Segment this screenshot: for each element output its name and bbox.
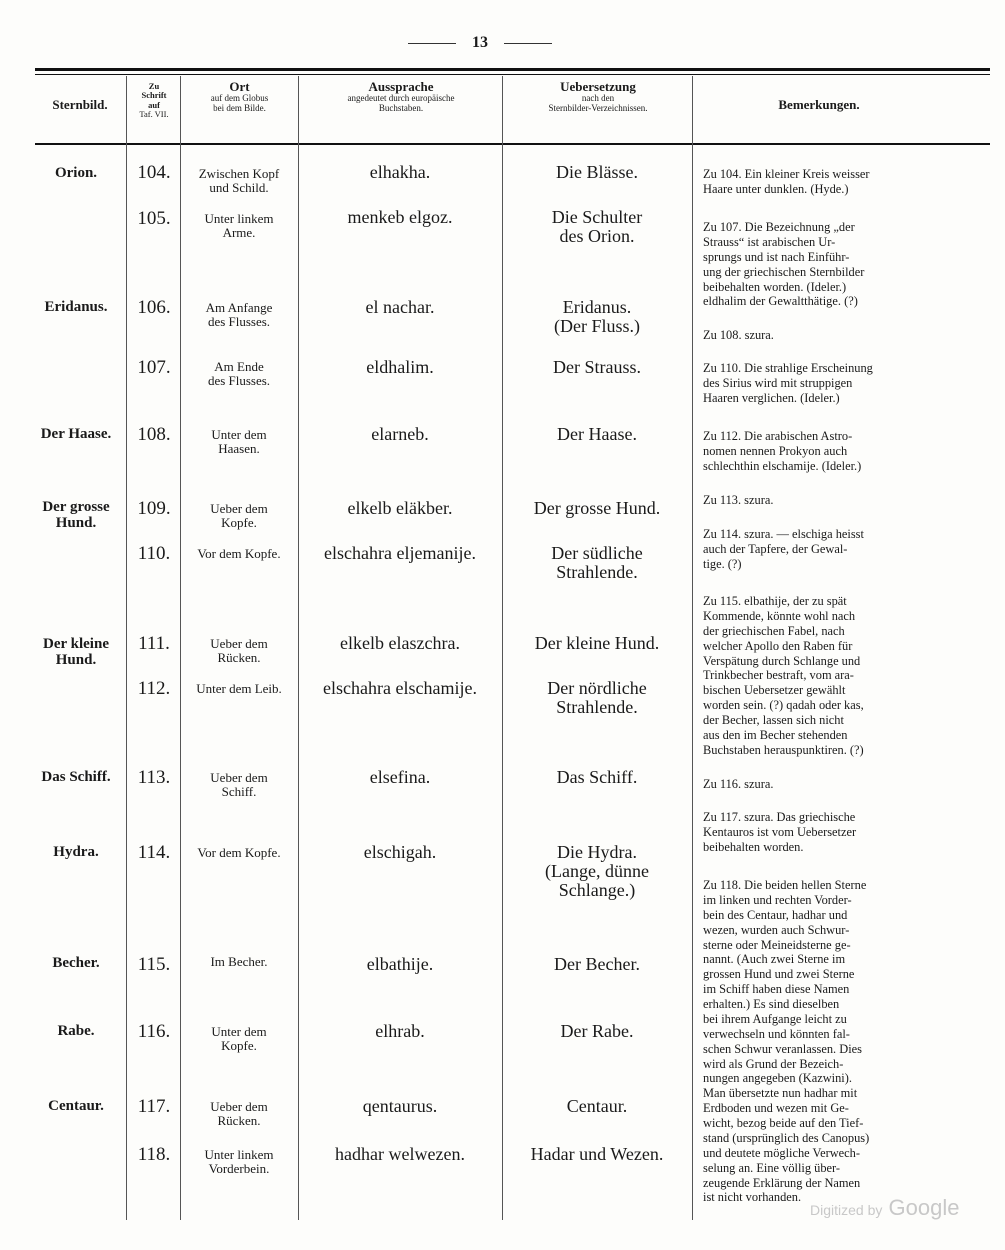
constellation-name-line: Der kleine: [43, 636, 109, 652]
header-uebersetzung: [504, 80, 692, 114]
ort-line: Vor dem Kopfe.: [197, 845, 281, 860]
remark-115: [703, 594, 945, 758]
remark-line: Zu 118. Die beiden hellen Sterne: [703, 878, 867, 892]
uebersetzung-line: Der südliche: [551, 543, 643, 563]
uebersetzung-line: Die Blässe.: [556, 162, 638, 182]
ort-line: Unter dem: [211, 1024, 267, 1039]
remark-line: Trinkbecher bestraft, vom ara-: [703, 668, 854, 683]
remark-line: Erdboden und wezen mit Ge-: [703, 1101, 849, 1116]
entry-aussprache: [300, 208, 500, 227]
column-divider: [502, 76, 503, 1220]
constellation-name-line: Das Schiff.: [41, 769, 111, 785]
remark-line: tige. (?): [703, 556, 742, 571]
watermark-prefix: Digitized by: [810, 1202, 883, 1218]
entry-ort: [182, 1100, 296, 1127]
remark-line: verwechseln und könnten fal-: [703, 1026, 850, 1041]
entry-number: 114.: [137, 842, 171, 863]
uebersetzung-line: Strahlende.: [556, 561, 638, 582]
entry-ort: [182, 167, 296, 194]
uebersetzung-line: Schlange.): [558, 879, 636, 900]
entry-ort: [182, 301, 296, 328]
aussprache-line: elhakha.: [369, 162, 431, 182]
remark-line: welcher Apollo den Raben für: [703, 638, 853, 653]
entry-aussprache: [300, 298, 500, 317]
remark-line: Kommende, könnte wohl nach: [703, 608, 856, 623]
entry-number: 104.: [137, 162, 171, 183]
entry-ort: [182, 955, 296, 969]
aussprache-line: qentaurus.: [362, 1096, 438, 1116]
header-ort-sub: auf dem Globus: [210, 93, 269, 104]
header-zu-schrift: [128, 82, 180, 119]
aussprache-line: elhrab.: [375, 1021, 425, 1041]
column-divider: [692, 76, 693, 1220]
ort-line: Ueber dem: [210, 636, 268, 651]
constellation-name-line: Centaur.: [48, 1098, 104, 1114]
remark-line: beibehalten worden.: [703, 839, 804, 854]
constellation-name: [30, 1024, 122, 1040]
aussprache-line: elbathije.: [366, 954, 434, 974]
entry-ort: [182, 428, 296, 455]
uebersetzung-line: Die Hydra.: [557, 842, 637, 862]
uebersetzung-line: Hadar und Wezen.: [530, 1144, 664, 1164]
entry-uebersetzung: [505, 955, 689, 974]
constellation-name-line: Hund.: [55, 514, 97, 531]
remark-line: Zu 113. szura.: [703, 493, 774, 507]
constellation-name-line: Der Haase.: [40, 426, 112, 442]
ort-line: des Flusses.: [207, 372, 271, 388]
header-sternbild: [35, 98, 125, 112]
entry-number: 112.: [137, 678, 171, 699]
entry-aussprache: [300, 544, 500, 563]
entry-aussprache: [300, 843, 500, 862]
ort-line: und Schild.: [209, 179, 269, 195]
remark-line: Verspätung durch Schlange und: [703, 653, 861, 668]
uebersetzung-line: Eridanus.: [562, 297, 632, 317]
constellation-name: [30, 845, 122, 861]
remark-line: Zu 107. Die Bezeichnung „der: [703, 220, 855, 234]
entry-ort: [182, 212, 296, 239]
watermark-brand: Google: [888, 1195, 960, 1220]
remark-line: ung der griechischen Sternbilder: [703, 264, 865, 279]
uebersetzung-line: Der Rabe.: [560, 1021, 634, 1041]
header-zu-line: auf: [148, 99, 160, 110]
constellation-name-line: Becher.: [52, 955, 100, 971]
constellation-name-line: Hund.: [55, 651, 97, 668]
remark-line: wezen, wurden auch Schwur-: [703, 922, 850, 937]
remark-line: stand (ursprünglich des Canopus): [703, 1130, 870, 1145]
constellation-name-line: Eridanus.: [44, 299, 108, 315]
ort-line: Am Ende: [214, 359, 264, 374]
header-zu-line: Schrift: [141, 90, 167, 101]
remark-112: [703, 429, 945, 474]
constellation-name: [30, 427, 122, 443]
ort-line: Unter linkem: [204, 1147, 274, 1162]
entry-uebersetzung: [505, 425, 689, 444]
entry-number: 111.: [138, 633, 170, 654]
entry-uebersetzung: [505, 843, 689, 900]
constellation-name-line: Hydra.: [53, 844, 99, 860]
remark-line: wird als Grund der Bezeich-: [703, 1056, 844, 1071]
google-watermark: [810, 1195, 959, 1221]
remark-line: zeugende Erklärung der Namen: [703, 1175, 861, 1190]
entry-aussprache: [300, 499, 500, 518]
ort-line: Unter dem Leib.: [196, 681, 282, 696]
header-aussprache-sub: Buchstaben.: [378, 103, 424, 114]
ort-line: Ueber dem: [210, 1099, 268, 1114]
entry-number: 116.: [137, 1021, 171, 1042]
remark-line: der Becher, lassen sich nicht: [703, 713, 844, 727]
header-ort: [182, 80, 297, 114]
aussprache-line: menkeb elgoz.: [347, 207, 453, 227]
header-aussprache: [300, 80, 502, 114]
remark-line: Man übersetzte nun hadhar mit: [703, 1086, 858, 1101]
remark-line: Zu 114. szura. — elschiga heisst: [703, 527, 864, 541]
ort-line: Arme.: [222, 224, 256, 240]
uebersetzung-line: Der grosse Hund.: [533, 498, 661, 518]
uebersetzung-line: Die Schulter: [551, 207, 643, 227]
uebersetzung-line: Das Schiff.: [556, 767, 638, 787]
header-zu-line: Taf. VII.: [139, 109, 169, 120]
entry-uebersetzung: [505, 298, 689, 336]
entry-aussprache: [300, 679, 500, 698]
remark-line: aus den im Becher stehenden: [703, 727, 848, 742]
header-bemerkungen-text: Bemerkungen.: [778, 97, 860, 112]
remark-line: Zu 112. Die arabischen Astro-: [703, 429, 853, 443]
ort-line: Kopfe.: [221, 1037, 257, 1053]
ort-line: Ueber dem: [210, 501, 268, 516]
entry-number: 106.: [137, 297, 171, 318]
remark-line: bischen Uebersetzer gewählt: [703, 683, 846, 698]
constellation-name: [30, 500, 122, 532]
remark-108: [703, 328, 945, 343]
entry-ort: [182, 547, 296, 561]
constellation-name: [30, 1099, 122, 1115]
remark-line: sterne oder Meineidsterne ge-: [703, 937, 851, 952]
entry-ort: [182, 771, 296, 798]
entry-uebersetzung: [505, 358, 689, 377]
remark-117: [703, 810, 945, 855]
remark-line: des Sirius wird mit struppigen: [703, 375, 853, 390]
entry-ort: [182, 1148, 296, 1175]
ort-line: Schiff.: [221, 783, 257, 799]
remark-line: wicht, bezog beide auf den Tief-: [703, 1116, 864, 1130]
ort-line: Rücken.: [217, 1112, 261, 1128]
remark-line: grossen Hund und zwei Sterne: [703, 967, 855, 982]
constellation-name-line: Der grosse: [42, 499, 110, 515]
remark-line: Haare unter dunklen. (Hyde.): [703, 181, 849, 196]
entry-uebersetzung: [505, 768, 689, 787]
constellation-name: [30, 300, 122, 316]
ort-line: Am Anfange: [205, 300, 273, 315]
header-aussprache-sub: angedeutet durch europäische: [347, 93, 455, 104]
remark-line: im Schiff haben diese Namen: [703, 982, 850, 997]
constellation-name: [30, 637, 122, 669]
entry-uebersetzung: [505, 208, 689, 246]
remark-line: bein des Centaur, hadhar und: [703, 907, 848, 922]
page-number-dash-left: [408, 43, 456, 44]
uebersetzung-line: Der kleine Hund.: [534, 633, 660, 653]
remark-line: nomen nennen Prokyon auch: [703, 443, 848, 458]
table-top-rule: [35, 68, 990, 71]
ort-line: Vorderbein.: [208, 1160, 270, 1176]
remark-line: im linken und rechten Vorder-: [703, 892, 852, 907]
remark-line: Strauss“ ist arabischen Ur-: [703, 234, 836, 249]
remark-line: und deutete mögliche Verwech-: [703, 1145, 861, 1160]
entry-number: 109.: [137, 498, 171, 519]
remark-line: Zu 117. szura. Das griechische: [703, 810, 856, 824]
uebersetzung-line: Centaur.: [566, 1096, 628, 1116]
remark-line: ist nicht vorhanden.: [703, 1190, 802, 1205]
page-number-dash-right: [504, 43, 552, 44]
aussprache-line: elschahra eljemanije.: [324, 543, 476, 563]
uebersetzung-line: Strahlende.: [556, 696, 638, 717]
constellation-name: [30, 770, 122, 786]
entry-number: 113.: [137, 767, 171, 788]
entry-uebersetzung: [505, 499, 689, 518]
entry-number: 110.: [137, 543, 171, 564]
ort-line: des Flusses.: [207, 313, 271, 329]
entry-aussprache: [300, 955, 500, 974]
remark-line: schen Schwur veranlassen. Dies: [703, 1041, 862, 1056]
entry-aussprache: [300, 768, 500, 787]
entry-ort: [182, 502, 296, 529]
remark-line: selung an. Eine völlig über-: [703, 1160, 841, 1175]
header-ort-sub: bei dem Bilde.: [213, 103, 266, 114]
entry-number: 115.: [137, 954, 171, 975]
entry-uebersetzung: [505, 634, 689, 653]
aussprache-line: eldhalim.: [366, 357, 434, 377]
remark-line: auch der Tapfere, der Gewal-: [703, 541, 848, 556]
remark-line: Buchstaben herauspunktiren. (?): [703, 742, 864, 757]
constellation-name-line: Orion.: [54, 165, 98, 181]
remark-line: Zu 115. elbathije, der zu spät: [703, 594, 847, 608]
header-bemerkungen: [694, 98, 944, 112]
entry-aussprache: [300, 1022, 500, 1041]
entry-uebersetzung: [505, 1145, 689, 1164]
remark-line: worden sein. (?) qadah oder kas,: [703, 698, 864, 713]
remark-114: [703, 527, 945, 572]
remark-line: nungen angegeben (Kazwini).: [703, 1071, 852, 1086]
remark-line: sprungs und ist nach Einführ-: [703, 249, 850, 264]
remark-line: Haaren verglichen. (Ideler.): [703, 390, 840, 405]
uebersetzung-line: Der Becher.: [554, 954, 640, 974]
aussprache-line: elschigah.: [363, 842, 437, 862]
ort-line: Unter linkem: [204, 211, 274, 226]
entry-number: 105.: [137, 208, 171, 229]
entry-uebersetzung: [505, 1097, 689, 1116]
constellation-name-line: Rabe.: [57, 1023, 95, 1039]
aussprache-line: hadhar welwezen.: [335, 1144, 465, 1164]
entry-aussprache: [300, 634, 500, 653]
constellation-name: [30, 166, 122, 182]
header-uebersetzung-sub: Sternbilder-Verzeichnissen.: [548, 103, 648, 114]
uebersetzung-line: (Der Fluss.): [554, 315, 640, 336]
remark-line: Zu 104. Ein kleiner Kreis weisser: [703, 167, 870, 181]
header-aussprache-title: Aussprache: [368, 79, 434, 94]
entry-aussprache: [300, 358, 500, 377]
entry-number: 107.: [137, 357, 171, 378]
header-sternbild-text: Sternbild.: [52, 97, 108, 112]
entry-number: 118.: [137, 1144, 171, 1165]
uebersetzung-line: Der nördliche: [547, 678, 647, 698]
remark-113: [703, 493, 945, 508]
remark-118: [703, 878, 945, 1205]
remark-116: [703, 777, 945, 792]
entry-ort: [182, 846, 296, 860]
remark-line: Zu 108. szura.: [703, 328, 774, 342]
remark-line: beibehalten worden. (Ideler.): [703, 279, 847, 294]
entry-uebersetzung: [505, 163, 689, 182]
entry-ort: [182, 637, 296, 664]
remark-line: Zu 116. szura.: [703, 777, 774, 791]
aussprache-line: el nachar.: [365, 297, 435, 317]
column-divider: [126, 76, 127, 1220]
uebersetzung-line: Der Haase.: [557, 424, 637, 444]
header-zu-line: Zu: [148, 81, 160, 91]
aussprache-line: elsefina.: [369, 767, 431, 787]
ort-line: Ueber dem: [210, 770, 268, 785]
remark-line: bei ihrem Aufgange leicht zu: [703, 1011, 847, 1026]
remark-107: [703, 220, 945, 309]
ort-line: Vor dem Kopfe.: [197, 546, 281, 561]
uebersetzung-line: (Lange, dünne: [545, 860, 649, 881]
aussprache-line: elkelb eläkber.: [347, 498, 453, 518]
uebersetzung-line: des Orion.: [559, 225, 635, 246]
entry-uebersetzung: [505, 544, 689, 582]
remark-110: [703, 361, 945, 406]
entry-aussprache: [300, 1097, 500, 1116]
remark-line: erhalten.) Es sind dieselben: [703, 997, 840, 1011]
table-top-rule-thin: [35, 74, 990, 75]
remark-line: eldhalim der Gewaltthätige. (?): [703, 294, 858, 309]
ort-line: Im Becher.: [210, 954, 268, 969]
uebersetzung-line: Der Strauss.: [553, 357, 641, 377]
ort-line: Zwischen Kopf: [198, 166, 280, 181]
header-ort-title: Ort: [229, 79, 250, 94]
column-divider: [180, 76, 181, 1220]
entry-aussprache: [300, 163, 500, 182]
entry-number: 108.: [137, 424, 171, 445]
ort-line: Haasen.: [218, 440, 260, 456]
remark-line: Zu 110. Die strahlige Erscheinung: [703, 361, 873, 375]
entry-ort: [182, 682, 296, 696]
remark-line: nannt. (Auch zwei Sterne im: [703, 952, 846, 967]
column-divider: [298, 76, 299, 1220]
entry-uebersetzung: [505, 1022, 689, 1041]
page-number: 13: [472, 34, 488, 51]
aussprache-line: elkelb elaszchra.: [340, 633, 460, 653]
entry-aussprache: [300, 1145, 500, 1164]
table-header-rule: [35, 143, 990, 145]
aussprache-line: elschahra elschamije.: [323, 678, 477, 698]
entry-uebersetzung: [505, 679, 689, 717]
header-uebersetzung-sub: nach den: [581, 93, 615, 104]
ort-line: Unter dem: [211, 427, 267, 442]
entry-number: 117.: [137, 1096, 171, 1117]
ort-line: Kopfe.: [221, 514, 257, 530]
remark-line: Kentauros ist vom Uebersetzer: [703, 824, 857, 839]
remark-line: schlechthin elschamije. (Ideler.): [703, 458, 862, 473]
page-number-wrap: [0, 34, 960, 52]
header-uebersetzung-title: Uebersetzung: [560, 79, 636, 94]
entry-ort: [182, 360, 296, 387]
entry-ort: [182, 1025, 296, 1052]
ort-line: Rücken.: [217, 649, 261, 665]
remark-104: [703, 167, 945, 197]
aussprache-line: elarneb.: [371, 424, 429, 444]
entry-aussprache: [300, 425, 500, 444]
constellation-name: [30, 956, 122, 972]
remark-line: der griechischen Fabel, nach: [703, 623, 845, 638]
